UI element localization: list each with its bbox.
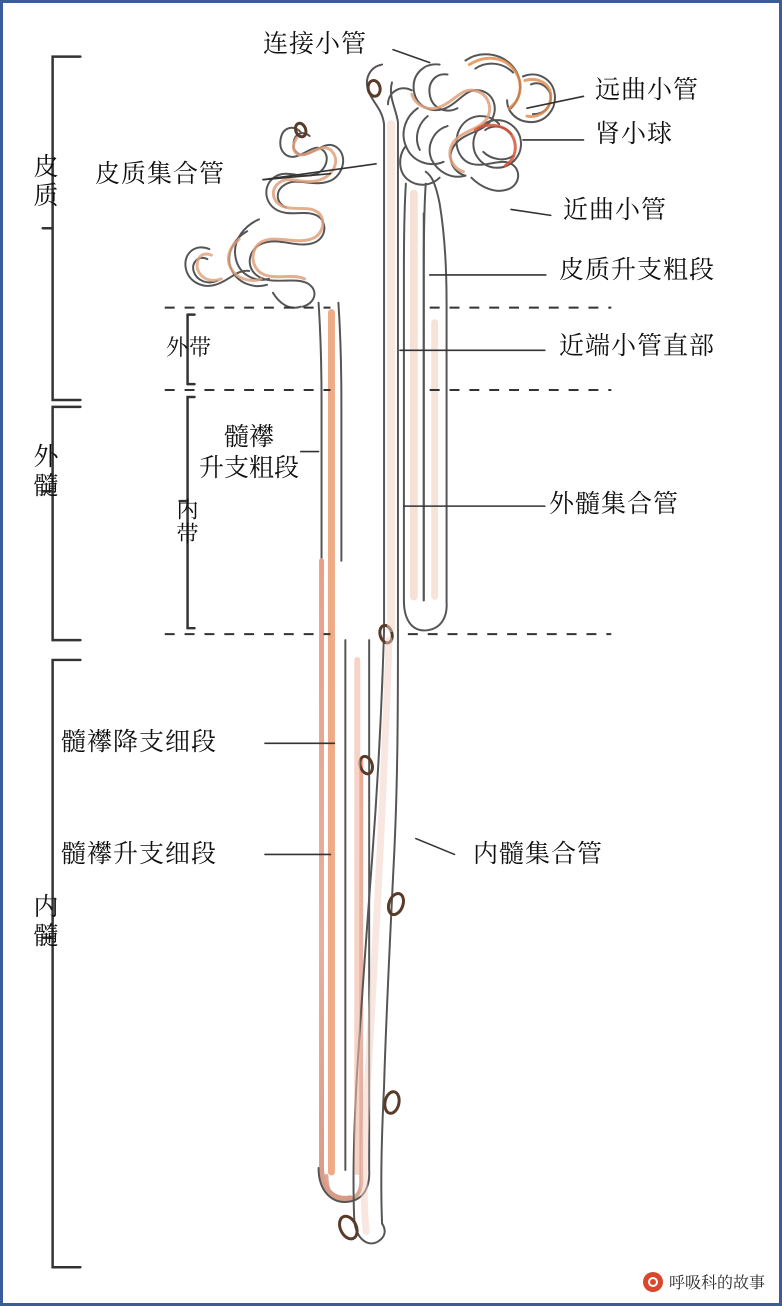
label-inner-medullary-collecting-duct: 内髓集合管 xyxy=(473,841,604,868)
zone-label-inner-medulla: 内髓 xyxy=(30,893,57,951)
zone-label-outer-stripe: 外带 xyxy=(166,335,213,360)
label-cortical-thick-ascending-limb: 皮质升支粗段 xyxy=(559,257,716,284)
label-thin-descending-limb: 髓襻降支细段 xyxy=(61,729,218,756)
label-outer-medullary-collecting-duct: 外髓集合管 xyxy=(549,491,680,518)
label-thick-ascending-limb-line1: 髓襻 xyxy=(224,424,275,451)
watermark xyxy=(643,1270,765,1293)
leader-proximal-convoluted-tubule xyxy=(511,209,551,215)
zone-label-outer-medulla: 外髓 xyxy=(30,443,57,501)
zone-label-cortex: 皮质 xyxy=(30,153,57,211)
watermark-text: 呼吸科的故事 xyxy=(668,1275,765,1292)
label-proximal-convoluted-tubule: 近曲小管 xyxy=(563,197,668,224)
brace-cortex-outer xyxy=(53,57,81,400)
leader-inner-medullary-collecting-duct xyxy=(416,839,455,855)
label-thin-ascending-limb: 髓襻升支细段 xyxy=(61,841,218,868)
label-cortical-collecting-duct: 皮质集合管 xyxy=(95,161,226,188)
wechat-logo-icon xyxy=(643,1272,663,1292)
label-glomerulus: 肾小球 xyxy=(595,121,674,148)
zone-label-inner-stripe: 内带 xyxy=(174,498,199,546)
leader-connecting-tubule xyxy=(393,50,430,63)
label-connecting-tubule: 连接小管 xyxy=(263,31,368,58)
label-distal-convoluted-tubule: 远曲小管 xyxy=(595,77,700,104)
label-proximal-straight-tubule: 近端小管直部 xyxy=(559,333,716,360)
label-thick-ascending-limb-line2: 升支粗段 xyxy=(199,454,300,482)
brace-outer-medulla xyxy=(53,407,81,640)
label-thick-ascending-limb-of-henle xyxy=(199,423,299,484)
